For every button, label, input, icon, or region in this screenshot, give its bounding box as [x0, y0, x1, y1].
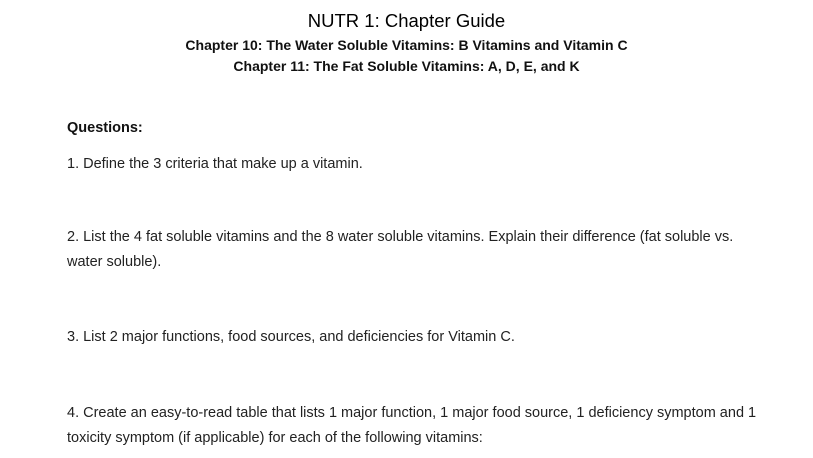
question-4: 4. Create an easy-to-read table that lists 1 major function, 1 major food source, 1 deficiency symptom and 1 toxicity symptom (if applicable) for each of the following vitamins: — [67, 405, 757, 446]
question-2: 2. List the 4 fat soluble vitamins and the 8 water soluble vitamins. Explain their difference (fat soluble vs. water soluble). — [67, 229, 734, 270]
document-title: NUTR 1: Chapter Guide — [307, 10, 506, 31]
questions-heading: Questions: — [67, 120, 143, 136]
question-3: 3. List 2 major functions, food sources, and deficiencies for Vitamin C. — [67, 329, 515, 345]
chapter-11-subtitle: Chapter 11: The Fat Soluble Vitamins: A, D, E, and K — [233, 58, 580, 74]
chapter-10-subtitle: Chapter 10: The Water Soluble Vitamins: B Vitamins and Vitamin C — [185, 37, 628, 53]
question-1: 1. Define the 3 criteria that make up a vitamin. — [67, 156, 363, 172]
